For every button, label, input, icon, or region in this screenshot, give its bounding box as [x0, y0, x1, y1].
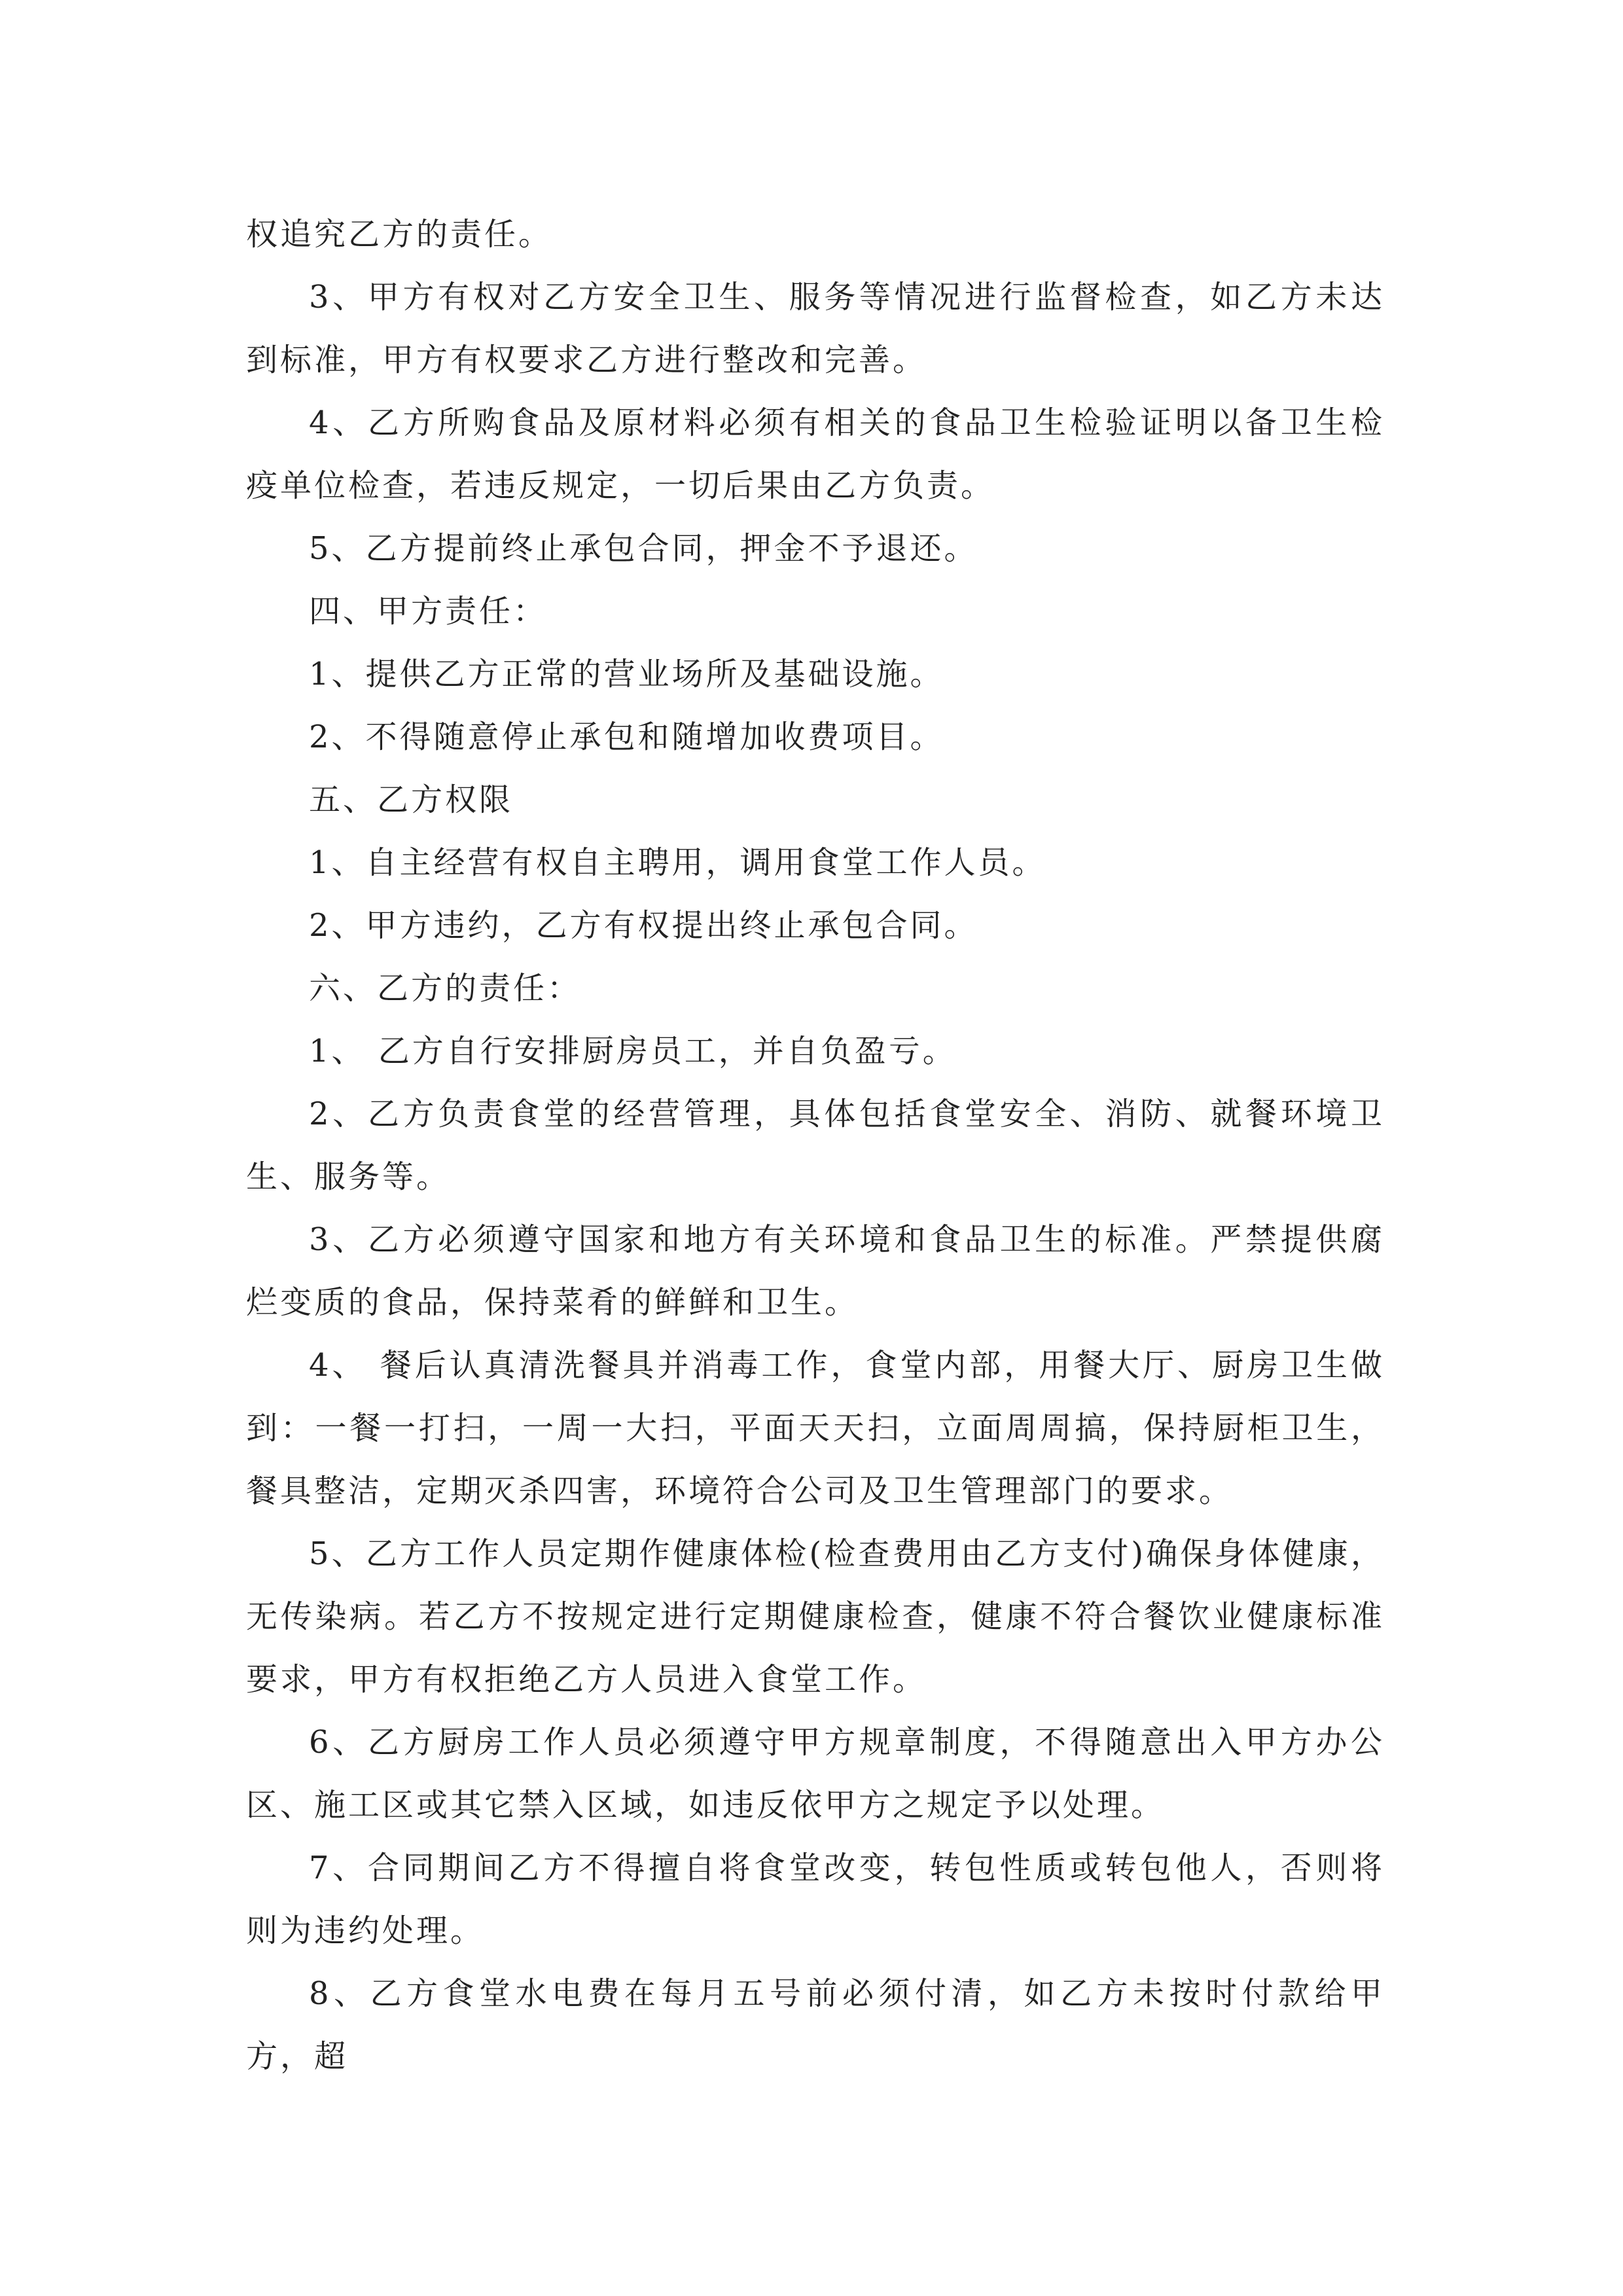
paragraph-party-a-2: 2、不得随意停止承包和随增加收费项目。 — [309, 719, 944, 755]
paragraph-party-b-duty-4: 4、 餐后认真清洗餐具并消毒工作，食堂内部，用餐大厅、厨房卫生做到：一餐一打扫，一周一大扫，平面天天扫，立面周周搞，保持厨柜卫生，餐具整洁，定期灭杀四害，环境符合公司及卫生管理部门的要求。 — [246, 1347, 1385, 1509]
paragraph-party-b-duty-2: 2、乙方负责食堂的经营管理，具体包括食堂安全、消防、就餐环境卫生、服务等。 — [246, 1096, 1385, 1195]
paragraph-clause-4: 4、乙方所购食品及原材料必须有相关的食品卫生检验证明以备卫生检疫单位检查，若违反规定，一切后果由乙方负责。 — [246, 404, 1385, 504]
paragraph-clause-5: 5、乙方提前终止承包合同，押金不予退还。 — [309, 530, 978, 567]
paragraph-party-b-duty-1: 1、 乙方自行安排厨房员工，并自负盈亏。 — [309, 1033, 957, 1069]
paragraph-party-b-rights-1: 1、自主经营有权自主聘用，调用食堂工作人员。 — [309, 844, 1046, 881]
paragraph-party-a-1: 1、提供乙方正常的营业场所及基础设施。 — [309, 656, 944, 692]
section-heading-party-a-duties: 四、甲方责任： — [309, 593, 548, 630]
paragraph-party-b-rights-2: 2、甲方违约，乙方有权提出终止承包合同。 — [309, 907, 978, 944]
section-heading-party-b-rights: 五、乙方权限 — [309, 781, 514, 818]
paragraph-party-b-duty-3: 3、乙方必须遵守国家和地方有关环境和食品卫生的标准。严禁提供腐烂变质的食品，保持菜肴的鲜鲜和卫生。 — [246, 1221, 1385, 1321]
paragraph-clause-3: 3、甲方有权对乙方安全卫生、服务等情况进行监督检查，如乙方未达到标准，甲方有权要求乙方进行整改和完善。 — [246, 279, 1385, 378]
contract-body — [246, 203, 1385, 2088]
section-heading-party-b-duties: 六、乙方的责任： — [309, 970, 582, 1007]
paragraph-party-b-duty-5: 5、乙方工作人员定期作健康体检(检查费用由乙方支付)确保身体健康，无传染病。若乙方不按规定进行定期健康检查，健康不符合餐饮业健康标准要求，甲方有权拒绝乙方人员进入食堂工作。 — [246, 1535, 1385, 1698]
paragraph-party-b-duty-7: 7、合同期间乙方不得擅自将食堂改变，转包性质或转包他人，否则将则为违约处理。 — [246, 1850, 1385, 1949]
paragraph-party-b-duty-6: 6、乙方厨房工作人员必须遵守甲方规章制度，不得随意出入甲方办公区、施工区或其它禁入区域，如违反依甲方之规定予以处理。 — [246, 1724, 1385, 1823]
paragraph-party-b-duty-8: 8、乙方食堂水电费在每月五号前必须付清，如乙方未按时付款给甲方，超 — [246, 1975, 1385, 2075]
paragraph-continuation: 权追究乙方的责任。 — [246, 216, 553, 253]
